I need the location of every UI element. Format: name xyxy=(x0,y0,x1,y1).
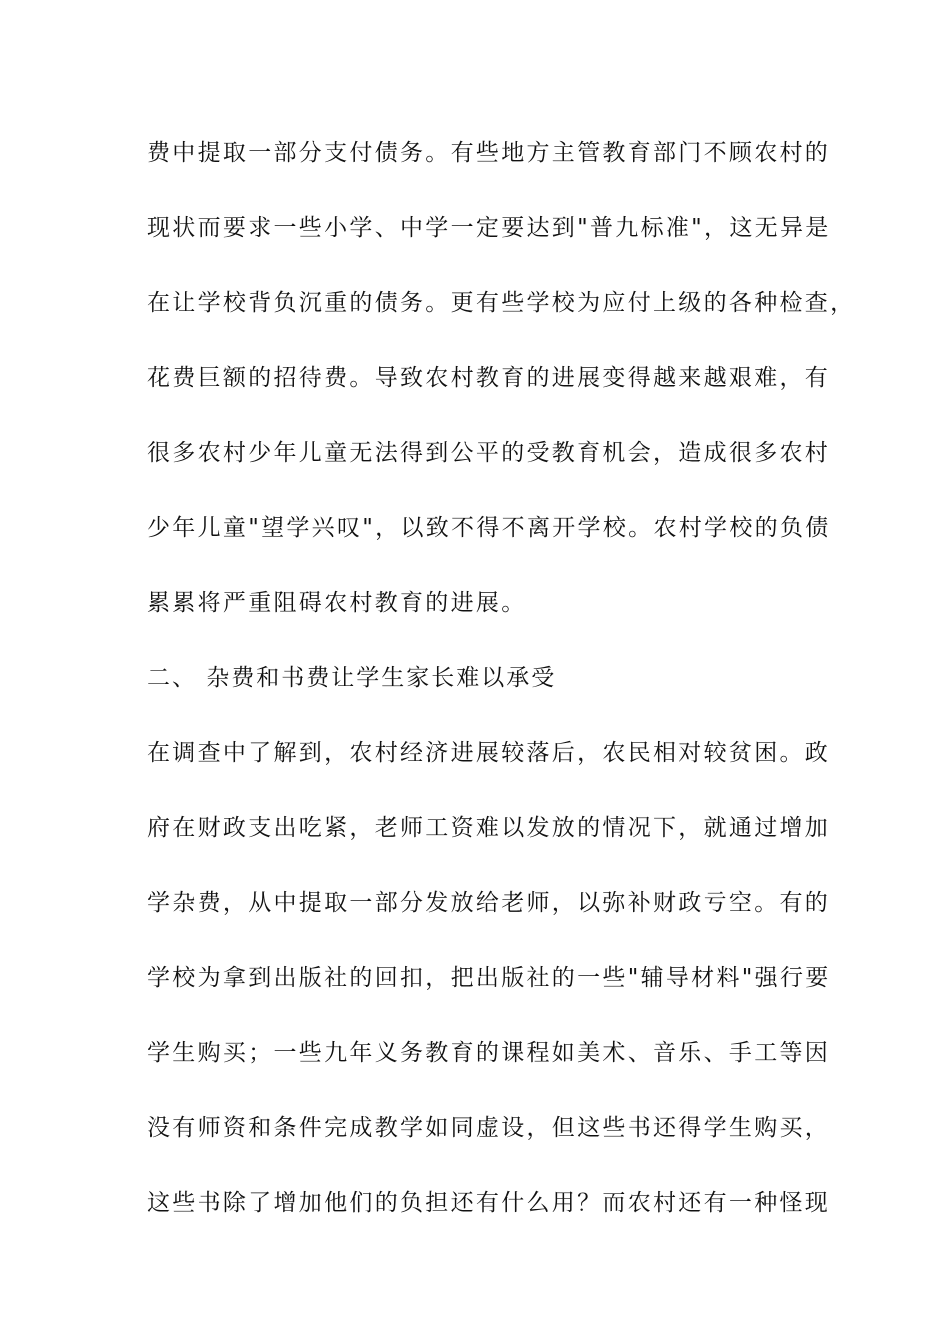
text-line: 在让学校背负沉重的债务。更有些学校为应付上级的各种检查， xyxy=(147,290,856,316)
text-line: 少年儿童"望学兴叹"，以致不得不离开学校。农村学校的负债 xyxy=(147,515,831,541)
text-line: 花费巨额的招待费。导致农村教育的进展变得越来越艰难，有 xyxy=(147,365,831,391)
text-line: 费中提取一部分支付债务。有些地方主管教育部门不顾农村的 xyxy=(147,140,831,166)
section-heading: 二、 杂费和书费让学生家长难以承受 xyxy=(147,665,557,691)
body-text xyxy=(147,134,856,1259)
text-line: 现状而要求一些小学、中学一定要达到"普九标准"，这无异是 xyxy=(147,215,831,241)
text-line: 累累将严重阻碍农村教育的进展。 xyxy=(147,590,527,616)
text-line: 在调查中了解到，农村经济进展较落后，农民相对较贫困。政 xyxy=(147,740,831,766)
text-line: 府在财政支出吃紧，老师工资难以发放的情况下，就通过增加 xyxy=(147,815,831,841)
text-line: 学校为拿到出版社的回扣，把出版社的一些"辅导材料"强行要 xyxy=(147,965,831,991)
text-line: 学生购买；一些九年义务教育的课程如美术、音乐、手工等因 xyxy=(147,1040,831,1066)
text-line: 很多农村少年儿童无法得到公平的受教育机会，造成很多农村 xyxy=(147,440,831,466)
text-line: 没有师资和条件完成教学如同虚设，但这些书还得学生购买， xyxy=(147,1115,831,1141)
text-line: 学杂费，从中提取一部分发放给老师，以弥补财政亏空。有的 xyxy=(147,890,831,916)
text-line: 这些书除了增加他们的负担还有什么用？而农村还有一种怪现 xyxy=(147,1190,831,1216)
